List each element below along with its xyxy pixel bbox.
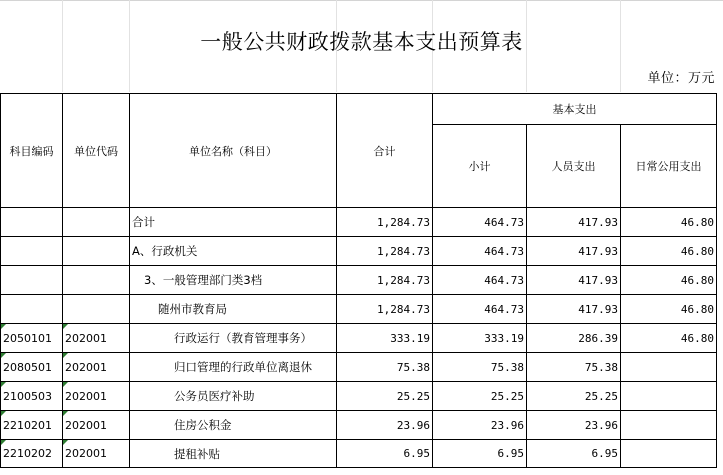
cell-subtotal[interactable]	[433, 440, 527, 468]
cell-subtotal[interactable]	[433, 382, 527, 411]
cell-subject-code[interactable]	[1, 208, 63, 237]
cell-subtotal-text: 333.19	[484, 331, 524, 345]
cell-personnel-text: 75.38	[584, 360, 618, 374]
table-row	[1, 208, 717, 237]
cell-subject-code-text: 2210202	[3, 447, 52, 460]
cell-total-text: 1,284.73	[377, 215, 430, 229]
cell-subject-code-text: 2050101	[3, 331, 52, 345]
header-basic-expense[interactable]: 基本支出	[433, 94, 717, 125]
cell-daily-public[interactable]	[621, 440, 717, 468]
cell-subject-code-text: 2080501	[3, 360, 52, 374]
cell-subtotal[interactable]	[433, 237, 527, 266]
cell-total[interactable]	[337, 411, 433, 440]
table-row	[1, 440, 717, 468]
cell-total[interactable]	[337, 382, 433, 411]
cell-total[interactable]	[337, 208, 433, 237]
budget-table	[0, 93, 717, 468]
cell-personnel[interactable]	[527, 324, 621, 353]
cell-daily-public-text: 46.80	[680, 244, 714, 258]
cell-unit-name-text: 3、一般管理部门类3档	[144, 273, 263, 287]
header-unit-name[interactable]: 单位名称（科目）	[130, 94, 337, 208]
cell-personnel[interactable]	[527, 266, 621, 295]
cell-unit-code[interactable]	[63, 324, 130, 353]
cell-unit-name[interactable]	[130, 237, 337, 266]
cell-unit-code[interactable]	[63, 440, 130, 468]
cell-total-text: 25.25	[396, 389, 430, 403]
cell-daily-public[interactable]	[621, 382, 717, 411]
cell-personnel[interactable]	[527, 208, 621, 237]
number-as-text-flag-icon	[1, 324, 6, 329]
header-daily-public[interactable]: 日常公用支出	[621, 125, 717, 208]
cell-total-text: 23.96	[396, 418, 430, 432]
cell-personnel-text: 23.96	[584, 418, 618, 432]
cell-daily-public-text: 46.80	[680, 302, 714, 316]
cell-unit-name[interactable]	[130, 440, 337, 468]
number-as-text-flag-icon	[1, 353, 6, 358]
cell-total[interactable]	[337, 324, 433, 353]
cell-subject-code[interactable]	[1, 353, 63, 382]
cell-unit-name-text: 行政运行（教育管理事务）	[174, 331, 312, 345]
cell-daily-public[interactable]	[621, 353, 717, 382]
cell-total-text: 75.38	[396, 360, 430, 374]
cell-unit-name[interactable]	[130, 411, 337, 440]
cell-unit-code-text: 202001	[65, 418, 107, 432]
number-as-text-flag-icon	[1, 440, 6, 445]
cell-unit-name-text: 公务员医疗补助	[174, 389, 255, 403]
cell-subtotal[interactable]	[433, 208, 527, 237]
cell-subject-code[interactable]	[1, 266, 63, 295]
cell-total-text: 1,284.73	[377, 302, 430, 316]
cell-subtotal-text: 464.73	[484, 273, 524, 287]
cell-total-text: 1,284.73	[377, 244, 430, 258]
cell-subtotal[interactable]	[433, 295, 527, 324]
cell-unit-code[interactable]	[63, 411, 130, 440]
cell-unit-name[interactable]	[130, 382, 337, 411]
cell-subtotal[interactable]	[433, 324, 527, 353]
cell-unit-code-text: 202001	[65, 447, 107, 460]
table-row	[1, 295, 717, 324]
cell-subtotal-text: 75.38	[490, 360, 524, 374]
cell-subject-code[interactable]	[1, 324, 63, 353]
cell-unit-name-text: 合计	[132, 215, 155, 229]
cell-personnel-text: 25.25	[584, 389, 618, 403]
cell-unit-name-text: A、行政机关	[132, 244, 198, 258]
page-title: 一般公共财政拨款基本支出预算表	[200, 30, 523, 54]
cell-unit-name-text: 提租补贴	[174, 446, 220, 461]
cell-total[interactable]	[337, 353, 433, 382]
cell-personnel-text: 417.93	[578, 244, 618, 258]
cell-unit-code[interactable]	[63, 382, 130, 411]
cell-personnel[interactable]	[527, 237, 621, 266]
cell-total[interactable]	[337, 237, 433, 266]
cell-total-text: 6.95	[403, 447, 430, 460]
cell-total[interactable]	[337, 295, 433, 324]
cell-subtotal-text: 23.96	[490, 418, 524, 432]
sheet-top-border	[0, 0, 723, 1]
cell-unit-name[interactable]	[130, 266, 337, 295]
cell-daily-public[interactable]	[621, 237, 717, 266]
cell-unit-code[interactable]	[63, 266, 130, 295]
cell-total[interactable]	[337, 440, 433, 468]
table-row	[1, 237, 717, 266]
number-as-text-flag-icon	[63, 440, 68, 445]
table-row	[1, 382, 717, 411]
cell-unit-name-text: 住房公积金	[174, 418, 232, 432]
cell-unit-code[interactable]	[63, 353, 130, 382]
cell-unit-name[interactable]	[130, 208, 337, 237]
cell-subtotal-text: 464.73	[484, 302, 524, 316]
table-row	[1, 353, 717, 382]
cell-personnel-text: 286.39	[578, 331, 618, 345]
cell-daily-public[interactable]	[621, 266, 717, 295]
cell-personnel[interactable]	[527, 411, 621, 440]
cell-subject-code[interactable]	[1, 237, 63, 266]
cell-personnel[interactable]	[527, 440, 621, 468]
cell-subtotal[interactable]	[433, 411, 527, 440]
number-as-text-flag-icon	[1, 411, 6, 416]
number-as-text-flag-icon	[1, 382, 6, 387]
number-as-text-flag-icon	[63, 382, 68, 387]
cell-total-text: 1,284.73	[377, 273, 430, 287]
cell-subject-code[interactable]	[1, 295, 63, 324]
cell-subtotal-text: 25.25	[490, 389, 524, 403]
table-row	[1, 324, 717, 353]
cell-personnel[interactable]	[527, 353, 621, 382]
cell-unit-code[interactable]	[63, 237, 130, 266]
cell-unit-name[interactable]	[130, 295, 337, 324]
number-as-text-flag-icon	[63, 411, 68, 416]
cell-personnel-text: 417.93	[578, 302, 618, 316]
cell-subject-code-text: 2210201	[3, 418, 52, 432]
cell-subtotal-text: 464.73	[484, 244, 524, 258]
cell-personnel-text: 417.93	[578, 215, 618, 229]
cell-daily-public[interactable]	[621, 411, 717, 440]
cell-subtotal-text: 464.73	[484, 215, 524, 229]
table-row	[1, 411, 717, 440]
header-unit-code[interactable]: 单位代码	[63, 94, 130, 208]
cell-unit-name-text: 随州市教育局	[158, 302, 227, 316]
cell-unit-code-text: 202001	[65, 360, 107, 374]
cell-subtotal[interactable]	[433, 266, 527, 295]
cell-daily-public[interactable]	[621, 208, 717, 237]
cell-personnel[interactable]	[527, 382, 621, 411]
cell-daily-public-text: 46.80	[680, 273, 714, 287]
cell-subject-code[interactable]	[1, 411, 63, 440]
header-subtotal[interactable]: 小计	[433, 125, 527, 208]
cell-personnel[interactable]	[527, 295, 621, 324]
table-row	[1, 266, 717, 295]
cell-unit-name[interactable]	[130, 353, 337, 382]
cell-daily-public-text: 46.80	[680, 331, 714, 345]
cell-unit-code[interactable]	[63, 208, 130, 237]
cell-total-text: 333.19	[390, 331, 430, 345]
cell-subtotal[interactable]	[433, 353, 527, 382]
cell-unit-name-text: 归口管理的行政单位离退休	[174, 360, 312, 374]
cell-unit-code-text: 202001	[65, 389, 107, 403]
cell-total[interactable]	[337, 266, 433, 295]
unit-label: 单位：万元	[647, 71, 715, 86]
cell-daily-public[interactable]	[621, 295, 717, 324]
cell-daily-public-text: 46.80	[680, 215, 714, 229]
cell-unit-code[interactable]	[63, 295, 130, 324]
header-subject-code[interactable]: 科目编码	[1, 94, 63, 208]
cell-unit-code-text: 202001	[65, 331, 107, 345]
header-total[interactable]: 合计	[337, 94, 433, 208]
cell-personnel-text: 417.93	[578, 273, 618, 287]
header-personnel[interactable]: 人员支出	[527, 125, 621, 208]
cell-personnel-text: 6.95	[591, 447, 618, 460]
number-as-text-flag-icon	[63, 324, 68, 329]
cell-unit-name[interactable]	[130, 324, 337, 353]
cell-subject-code[interactable]	[1, 440, 63, 468]
cell-daily-public[interactable]	[621, 324, 717, 353]
number-as-text-flag-icon	[63, 353, 68, 358]
cell-subtotal-text: 6.95	[497, 447, 524, 460]
cell-subject-code[interactable]	[1, 382, 63, 411]
cell-subject-code-text: 2100503	[3, 389, 52, 403]
